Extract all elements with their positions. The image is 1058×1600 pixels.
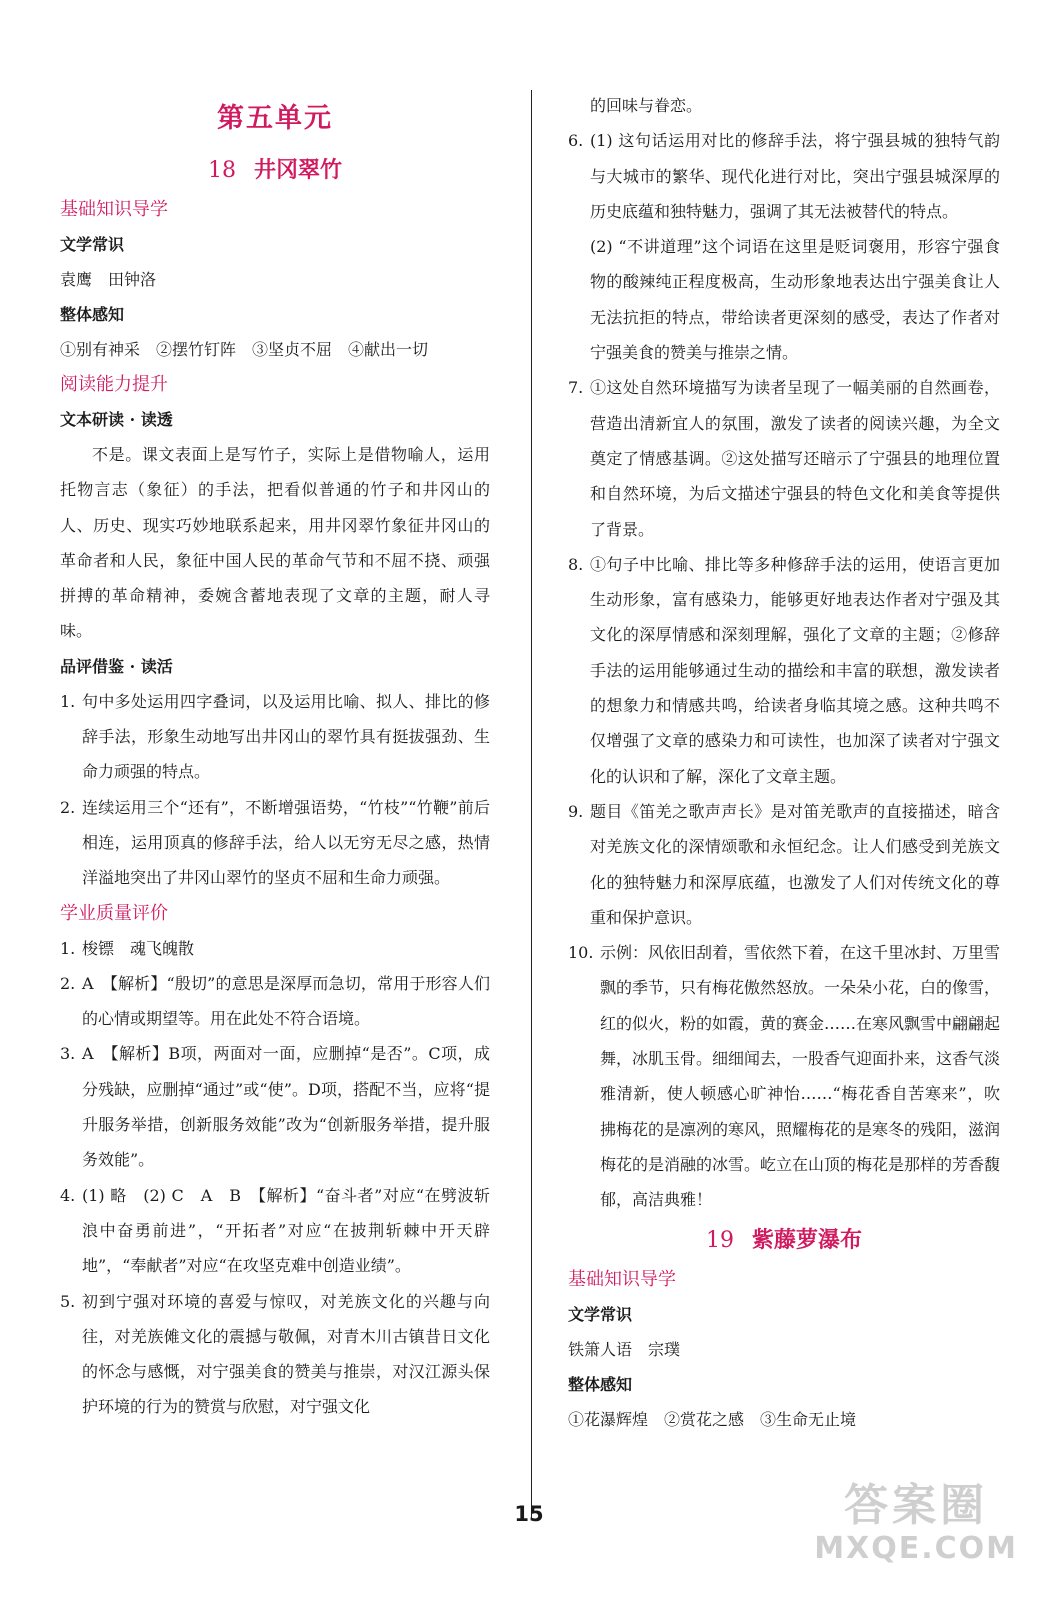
item-text: 题目《笛羌之歌声声长》是对笛羌歌声的直接描述，暗含对羌族文化的深情颂歌和永恒纪念。让人们感受到羌族文化的独特魅力和深厚底蕴，也激发了人们对传统文化的尊重和保护意识。: [590, 801, 1000, 927]
right-column: [568, 88, 1000, 1437]
item-text: ①这处自然环境描写为读者呈现了一幅美丽的自然画卷，营造出清新宜人的氛围，激发了读者的阅读兴趣，为全文奠定了情感基调。②这处描写还暗示了宁强县的地理位置和自然环境，为后文描述宁强县的特色文化和美食等提供了背景。: [590, 378, 1000, 539]
overall-answer: ①花瀑辉煌 ②赏花之感 ③生命无止境: [568, 1409, 857, 1429]
item-number: 5.: [60, 1291, 76, 1311]
answer-item: [60, 1036, 490, 1177]
overall-answer: ①别有神采 ②摆竹钉阵 ③坚贞不屈 ④献出一切: [60, 340, 429, 359]
section-heading-basic: 基础知识导学: [60, 199, 168, 220]
answer-item: [568, 935, 1000, 1217]
item-text: (1) 略 (2) C A B 【解析】“奋斗者”对应“在劈波斩浪中奋勇前进”，“开拓者”对应“在披荆斩棘中开天辟地”，“奉献者”对应“在攻坚克难中创造业绩”。: [82, 1185, 490, 1276]
item-text: 句中多处运用四字叠词，以及运用比喻、拟人、排比的修辞手法，形象生动地写出井冈山的翠竹具有挺拔强劲、生命力顽强的特点。: [82, 691, 490, 782]
item-text: 梭镖 魂飞魄散: [82, 938, 195, 958]
item-text: (1) 这句话运用对比的修辞手法，将宁强县城的独特气韵与大城市的繁华、现代化进行对比，突出宁强县城深厚的历史底蕴和独特魅力，强调了其无法被替代的特点。: [590, 131, 1000, 221]
answer-item: [60, 1178, 490, 1284]
unit-title: 第五单元: [217, 103, 333, 134]
item-number: 2.: [60, 973, 76, 993]
answer-item: [60, 684, 490, 790]
answer-item: [60, 931, 490, 966]
lesson-number: 19: [705, 1227, 734, 1253]
answer-item: [60, 1284, 490, 1425]
literature-answer: 袁鹰 田钟洛: [60, 270, 157, 289]
lesson-19-title: [568, 1218, 1000, 1262]
watermark-text: 答案圈: [844, 1480, 989, 1531]
section-heading-basic: 基础知识导学: [568, 1268, 676, 1290]
read-through-answer: 不是。课文表面上是写竹子，实际上是借物喻人，运用托物言志（象征）的手法，把看似普通的竹子和井冈山的人、历史、现实巧妙地联系起来，用井冈翠竹象征井冈山的革命者和人民，象征中国人民的革命气节和不屈不挠、顽强拼搏的革命精神，委婉含蓄地表现了文章的主题，耐人寻味。: [60, 445, 490, 641]
section-heading-reading: 阅读能力提升: [60, 374, 168, 395]
item-number: 8.: [568, 554, 584, 574]
lesson-name: 紫藤萝瀑布: [751, 1226, 862, 1253]
left-column: [60, 92, 490, 1425]
lesson-name: 井冈翠竹: [253, 157, 342, 183]
item-text: 连续运用三个“还有”，不断增强语势，“竹枝”“竹鞭”前后相连，运用顶真的修辞手法，给人以无穷无尽之感，热情洋溢地突出了井冈山翠竹的坚贞不屈和生命力顽强。: [82, 797, 490, 888]
subheading-read-through: 文本研读 · 读透: [60, 410, 173, 429]
lesson-18-title: [60, 148, 490, 192]
item-number: 10.: [568, 943, 594, 963]
item-text: ①句子中比喻、排比等多种修辞手法的运用，使语言更加生动形象，富有感染力，能够更好地表达作者对宁强及其文化的深厚情感和深刻理解，强化了文章的主题；②修辞手法的运用能够通过生动的描绘和丰富的联想，激发读者的想象力和情感共鸣，给读者身临其境之感。这种共鸣不仅增强了文章的感染力和可读性，也加深了读者对宁强文化的认识和了解，深化了文章主题。: [590, 554, 1000, 786]
answer-item: [568, 794, 1000, 935]
subheading-literature: 文学常识: [60, 235, 125, 254]
column-divider: [531, 90, 532, 1520]
item-text: (2) “不讲道理”这个词语在这里是贬词褒用，形容宁强食物的酸辣纯正程度极高，生动形象地表达出宁强美食让人无法抗拒的特点，带给读者更深刻的感受，表达了作者对宁强美食的赞美与推崇之情。: [590, 237, 1000, 363]
answer-item: [568, 229, 1000, 370]
item-number: [568, 229, 590, 370]
item-number: 4.: [60, 1185, 76, 1205]
item-number: 1.: [60, 938, 76, 958]
answer-item: [568, 370, 1000, 546]
item-number: 7.: [568, 378, 584, 398]
answer-item: [568, 123, 1000, 229]
item-number: 3.: [60, 1044, 76, 1064]
page-number: 15: [514, 1502, 544, 1526]
section-heading-quality: 学业质量评价: [60, 902, 168, 924]
subheading-overall: 整体感知: [60, 305, 125, 324]
item-number: 2.: [60, 797, 76, 817]
answer-item: [568, 547, 1000, 794]
item-text: A 【解析】“殷切”的意思是深厚而急切，常用于形容人们的心情或期望等。用在此处不符合语境。: [82, 973, 490, 1029]
item-number: 6.: [568, 131, 584, 151]
item-number: 1.: [60, 691, 76, 711]
item-text: A 【解析】B项，两面对一面，应删掉“是否”。C项，成分残缺，应删掉“通过”或“使”。D项，搭配不当，应将“提升服务举措，创新服务效能”改为“创新服务举措，提升服务效能”。: [82, 1044, 490, 1170]
lesson-number: 18: [207, 158, 236, 183]
watermark-logo: [814, 1480, 1018, 1566]
subheading-read-active: 品评借鉴 · 读活: [60, 656, 173, 676]
watermark-url: MXQE.COM: [814, 1531, 1018, 1566]
item-text: 示例：风依旧刮着，雪依然下着，在这千里冰封、万里雪飘的季节，只有梅花傲然怒放。一朵朵小花，白的像雪，红的似火，粉的如霞，黄的赛金……在寒风飘雪中翩翩起舞，冰肌玉骨。细细闻去，一股香气迎面扑来，这香气淡雅清新，使人顿感心旷神怡……“梅花香自苦寒来”，吹拂梅花的是凛冽的寒风，照耀梅花的是寒冬的残阳，滋润梅花的是消融的冰雪。屹立在山顶的梅花是那样的芳香馥郁，高洁典雅！: [600, 943, 1001, 1210]
item-number: 9.: [568, 801, 584, 821]
subheading-literature: 文学常识: [568, 1304, 633, 1324]
item-text: 初到宁强对环境的喜爱与惊叹，对羌族文化的兴趣与向往，对羌族傩文化的震撼与敬佩，对青木川古镇昔日文化的怀念与感慨，对宁强美食的赞美与推崇，对汉江源头保护环境的行为的赞赏与欣慰，对宁强文化: [82, 1291, 490, 1417]
continued-line: 的回味与眷恋。: [590, 96, 703, 115]
answer-item: [60, 966, 490, 1037]
literature-answer: 铁箫人语 宗璞: [568, 1339, 681, 1359]
answer-item: [60, 790, 490, 896]
subheading-overall: 整体感知: [568, 1374, 633, 1394]
